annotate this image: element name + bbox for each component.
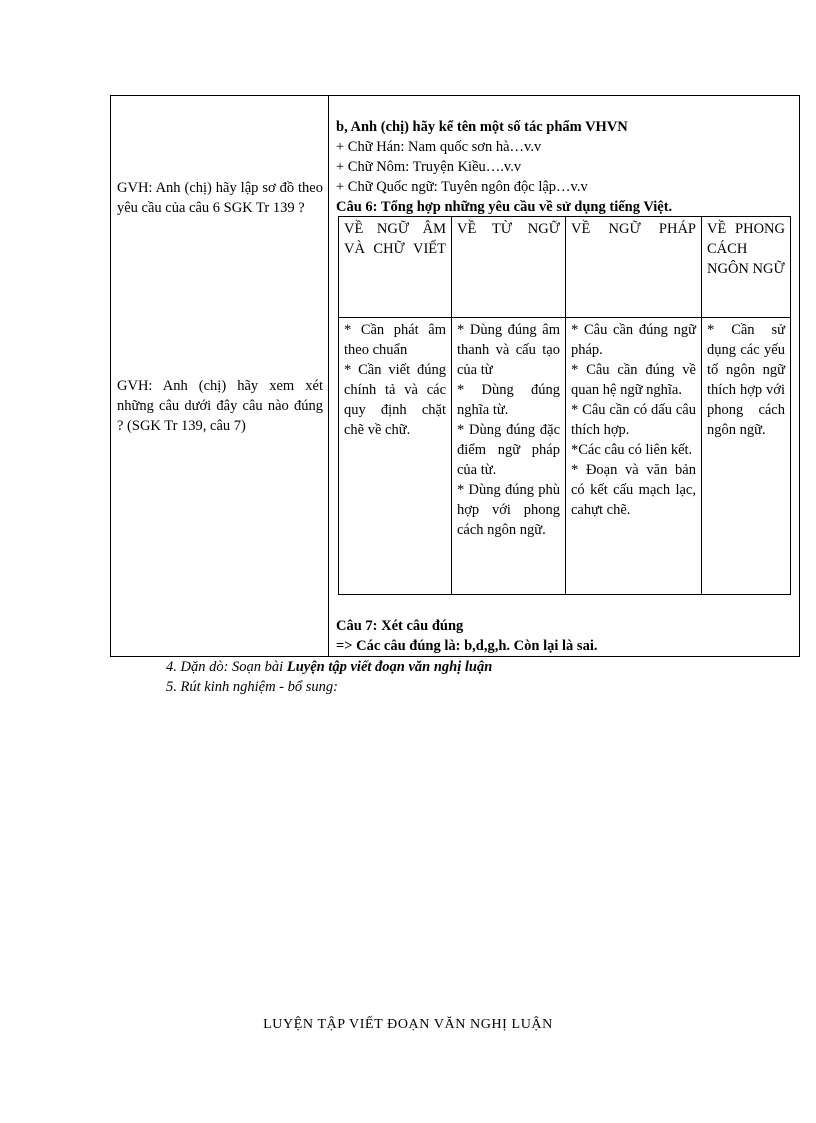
lesson-footer <box>166 657 492 697</box>
teacher-note-cau7: GVH: Anh (chị) hãy xem xét những câu dưới đây câu nào đúng ? (SGK Tr 139, câu 7) <box>117 378 323 434</box>
part-b-title: b, Anh (chị) hãy kể tên một số tác phẩm VHVN <box>336 119 628 135</box>
lesson-heading: LUYỆN TẬP VIẾT ĐOẠN VĂN NGHỊ LUẬN <box>263 1017 553 1032</box>
header-vocabulary: VỀ TỪ NGỮ <box>452 217 566 318</box>
list-item: * Dùng đúng nghĩa từ. <box>457 382 560 418</box>
header-style: VỀ PHONG CÁCH NGÔN NGỮ <box>702 217 791 318</box>
list-item: * Dùng đúng âm thanh và cấu tạo của từ <box>457 322 560 378</box>
list-item: * Cần phát âm theo chuẩn <box>344 322 446 358</box>
teacher-note-cau6: GVH: Anh (chị) hãy lập sơ đồ theo yêu cầu của câu 6 SGK Tr 139 ? <box>117 180 323 216</box>
homework-lesson-title: Luyện tập viết đoạn văn nghị luận <box>286 659 493 675</box>
list-item: * Cần viết đúng chính tả và các quy định chặt chẽ về chữ. <box>344 362 446 438</box>
cau7-section <box>336 616 792 656</box>
list-item: *Các câu có liên kết. <box>571 442 693 458</box>
list-item: * Dùng đúng đặc điểm ngữ pháp của từ. <box>457 422 560 478</box>
cell-grammar <box>566 318 702 595</box>
list-item: * Dùng đúng phù hợp với phong cách ngôn ngữ. <box>457 482 560 538</box>
requirements-table <box>338 216 791 595</box>
work-item-nom: + Chữ Nôm: Truyện Kiều….v.v <box>336 159 522 175</box>
homework-prefix: 4. Dặn dò: Soạn bài <box>166 659 287 675</box>
cell-vocabulary <box>452 318 566 595</box>
work-item-quoc-ngu: + Chữ Quốc ngữ: Tuyên ngôn độc lập…v.v <box>336 179 588 195</box>
list-item: * Cần sử dụng các yếu tố ngôn ngữ thích hợp với phong cách ngôn ngữ. <box>707 322 785 438</box>
cau7-answer: => Các câu đúng là: b,d,g,h. Còn lại là sai. <box>336 638 598 654</box>
cau6-title: Câu 6: Tổng hợp những yêu cầu về sử dụng tiếng Việt. <box>336 199 673 215</box>
list-item: * Câu cần đúng ngữ pháp. <box>571 322 696 358</box>
cell-style <box>702 318 791 595</box>
header-phonetics: VỀ NGỮ ÂM VÀ CHỮ VIẾT <box>339 217 452 318</box>
column-divider <box>328 96 329 656</box>
cell-phonetics <box>339 318 452 595</box>
header-grammar: VỀ NGỮ PHÁP <box>566 217 702 318</box>
list-item: * Câu cần có dấu câu thích hợp. <box>571 402 696 438</box>
cau7-title: Câu 7: Xét câu đúng <box>336 618 464 634</box>
requirements-body-row <box>339 318 791 595</box>
experience-line: 5. Rút kinh nghiệm - bổ sung: <box>166 679 338 695</box>
homework-line <box>166 657 492 677</box>
lesson-table <box>110 95 800 657</box>
list-item: * Đoạn và văn bản có kết cấu mạch lạc, cahựt chẽ. <box>571 462 696 518</box>
part-b-section <box>336 117 792 217</box>
work-item-han: + Chữ Hán: Nam quốc sơn hà…v.v <box>336 139 542 155</box>
list-item: * Câu cần đúng về quan hệ ngữ nghĩa. <box>571 362 696 398</box>
requirements-header-row <box>339 217 791 318</box>
